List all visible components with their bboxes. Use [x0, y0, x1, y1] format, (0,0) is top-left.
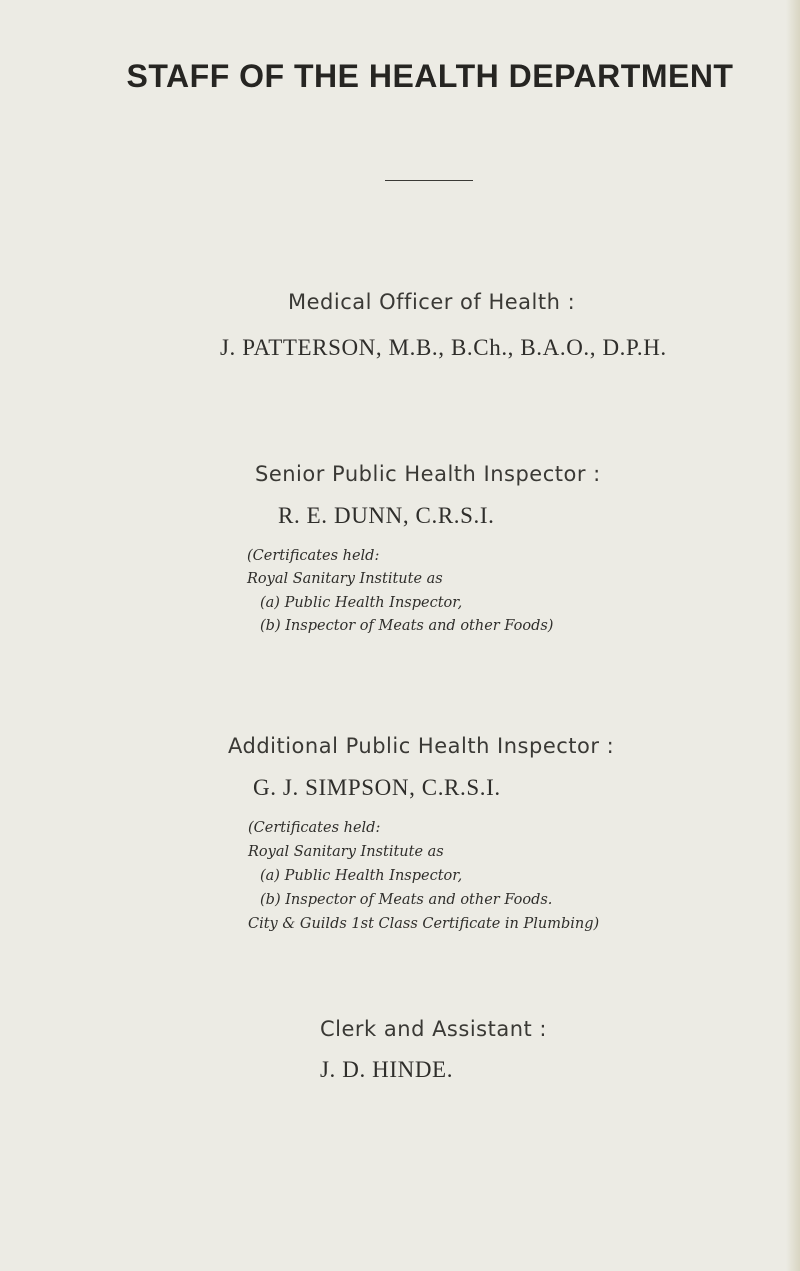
additional-certificate-plumbing: City & Guilds 1st Class Certificate in Plumbing) [248, 916, 600, 932]
name-senior-inspector: R. E. DUNN, C.R.S.I. [278, 503, 495, 528]
divider [385, 180, 473, 181]
senior-certificate-b: (b) Inspector of Meats and other Foods) [260, 618, 554, 634]
senior-certificates-institute: Royal Sanitary Institute as [247, 571, 443, 587]
additional-certificate-a: (a) Public Health Inspector, [260, 868, 463, 884]
additional-certificates-heading: (Certificates held: [248, 820, 381, 836]
role-clerk: Clerk and Assistant : [320, 1017, 547, 1041]
name-clerk: J. D. HINDE. [320, 1057, 454, 1082]
role-medical-officer: Medical Officer of Health : [288, 290, 576, 314]
page-title: STAFF OF THE HEALTH DEPARTMENT [126, 58, 734, 94]
additional-certificate-b: (b) Inspector of Meats and other Foods. [260, 892, 553, 908]
senior-certificates-heading: (Certificates held: [247, 548, 380, 564]
page-edge [786, 0, 800, 1271]
additional-certificates-institute: Royal Sanitary Institute as [248, 844, 444, 860]
senior-certificate-a: (a) Public Health Inspector, [260, 595, 463, 611]
role-senior-inspector: Senior Public Health Inspector : [255, 462, 601, 486]
name-medical-officer: J. PATTERSON, M.B., B.Ch., B.A.O., D.P.H. [220, 335, 667, 360]
name-additional-inspector: G. J. SIMPSON, C.R.S.I. [253, 775, 501, 800]
role-additional-inspector: Additional Public Health Inspector : [228, 734, 615, 758]
